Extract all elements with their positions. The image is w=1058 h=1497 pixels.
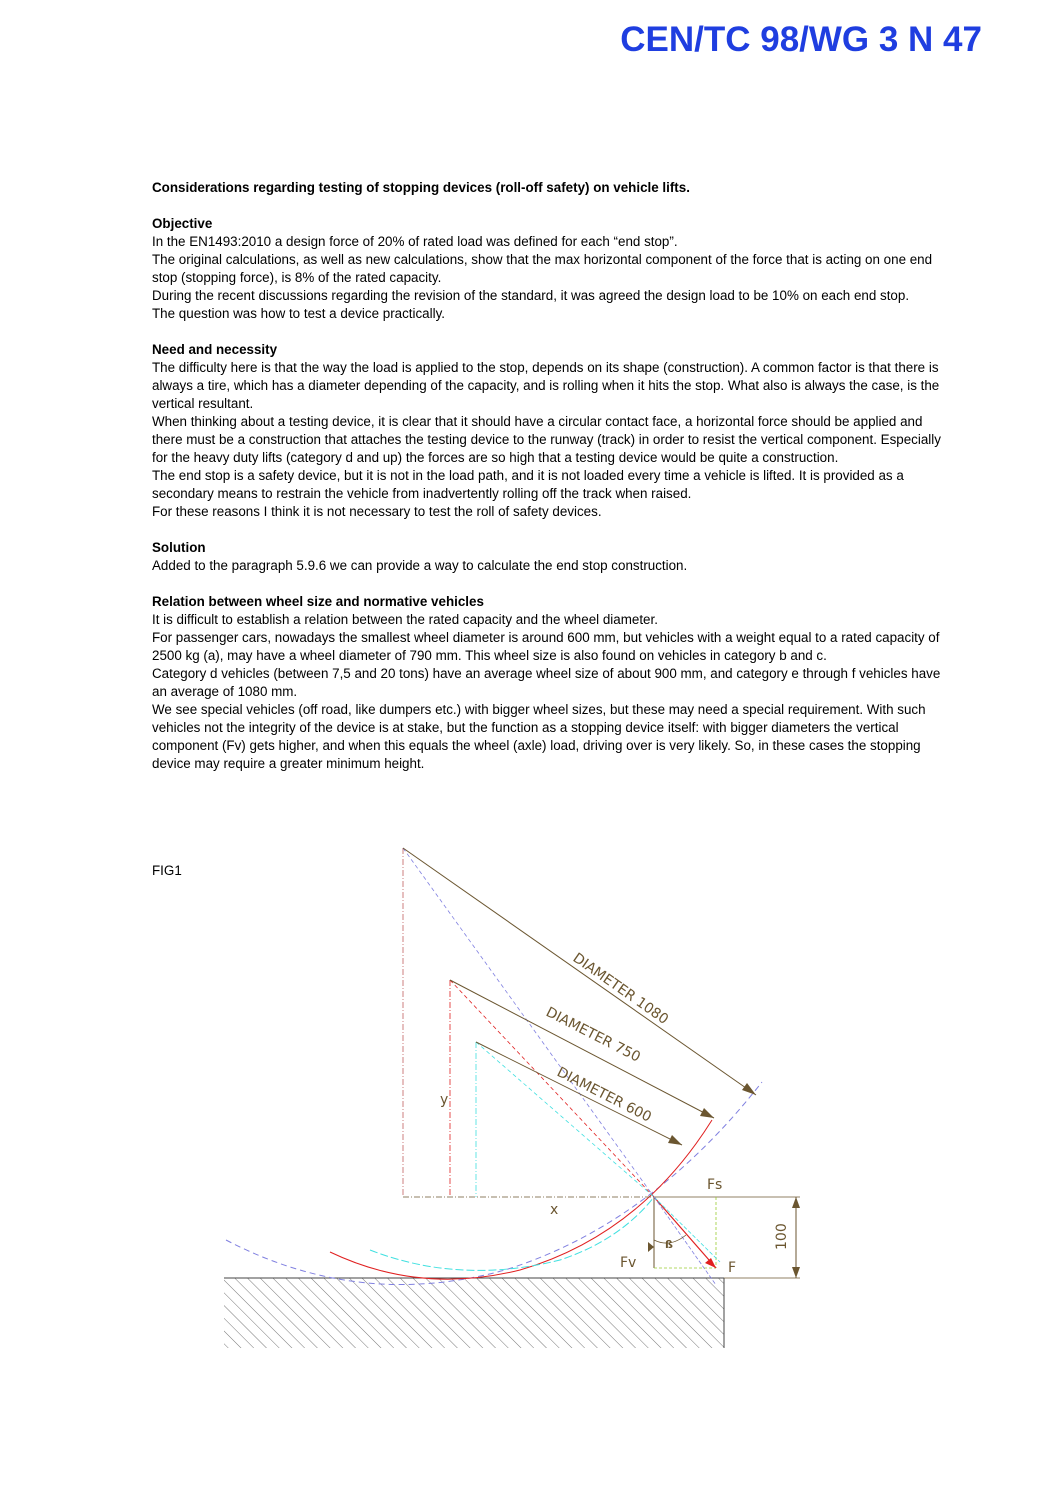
paragraph: The difficulty here is that the way the load is applied to the stop, depends on its shape (construction). A common factor is that there is always a tire, which has a diameter depending of the capacity, and is rolling when it hits the stop. What also is always the case, is the vertical resultant. <box>152 360 940 411</box>
label-y: y <box>440 1092 449 1108</box>
dimension-line-1080 <box>403 848 756 1095</box>
force-f-600 <box>654 1197 720 1262</box>
paragraph: Added to the paragraph 5.9.6 we can provide a way to calculate the end stop construction. <box>152 558 688 573</box>
paragraph: For passenger cars, nowadays the smallest wheel diameter is around 600 mm, but vehicles with a weight equal to a rated capacity of 2500 kg (a), may have a wheel diameter of 790 mm. This wheel size is also found on vehicles in category b and c. <box>152 630 940 663</box>
force-f-arrow <box>654 1197 716 1268</box>
paragraph: The original calculations, as well as new calculations, show that the max horizontal component of the force that is acting on one end stop (stopping force), is 8% of the rated capacity. <box>152 252 933 285</box>
paragraph: Category d vehicles (between 7,5 and 20 tons) have an average wheel size of about 900 mm, and category e through f vehicles have an average of 1080 mm. <box>152 666 941 699</box>
label-x: x <box>550 1202 559 1218</box>
label-diameter-750: DIAMETER 750 <box>543 1004 643 1066</box>
label-fs: Fs <box>707 1177 723 1193</box>
paragraph: We see special vehicles (off road, like dumpers etc.) with bigger wheel sizes, but these may need a special requirement. With such vehicles not the integrity of the device is at stake, but the function as a stopping device itself: with bigger diameters the vertical component (Fv) gets higher, and when this equals the wheel (axle) load, driving over is very likely. So, in these cases the stopping device may require a greater minimum height. <box>152 702 926 771</box>
radius-1080-diagonal <box>403 848 654 1197</box>
label-height: 100 <box>774 1223 790 1250</box>
force-f-1080 <box>654 1197 716 1285</box>
label-diameter-1080: DIAMETER 1080 <box>569 950 672 1028</box>
section-heading: Relation between wheel size and normative vehicles <box>152 594 484 609</box>
paragraph: For these reasons I think it is not necessary to test the roll of safety devices. <box>152 504 602 519</box>
wheel-arc-750 <box>330 1120 712 1279</box>
section-heading: Solution <box>152 540 206 555</box>
document-title: Considerations regarding testing of stopping devices (roll-off safety) on vehicle lifts. <box>152 180 690 195</box>
beta-arrow-left <box>648 1242 654 1252</box>
label-diameter-600: DIAMETER 600 <box>554 1064 654 1126</box>
document-id: CEN/TC 98/WG 3 N 47 <box>620 20 982 59</box>
height-arrow-bottom <box>792 1267 800 1278</box>
paragraph: It is difficult to establish a relation between the rated capacity and the wheel diameter. <box>152 612 658 627</box>
figure-label: FIG1 <box>152 863 182 878</box>
paragraph: In the EN1493:2010 a design force of 20% of rated load was defined for each “end stop”. <box>152 234 678 249</box>
paragraph: The question was how to test a device practically. <box>152 306 446 321</box>
paragraph: During the recent discussions regarding the revision of the standard, it was agreed the design load to be 10% on each end stop. <box>152 288 910 303</box>
wheel-arc-600 <box>370 1197 654 1270</box>
label-beta: ß <box>665 1238 673 1251</box>
arrow-head-600 <box>668 1135 682 1145</box>
wheel-arc-1080 <box>226 1082 762 1285</box>
arrow-head-750 <box>700 1108 714 1118</box>
force-f-arrowhead <box>705 1258 716 1268</box>
section-heading: Objective <box>152 216 213 231</box>
label-fv: Fv <box>620 1255 637 1271</box>
arrow-head-1080 <box>742 1083 756 1095</box>
paragraph: The end stop is a safety device, but it is not in the load path, and it is not loaded every time a vehicle is lifted. It is provided as a secondary means to restrain the vehicle from inadvertently rolling off the track when raised. <box>152 468 904 501</box>
section-heading: Need and necessity <box>152 342 278 357</box>
dimension-line-600 <box>476 1042 682 1145</box>
ground-hatch <box>224 1278 724 1348</box>
paragraph: When thinking about a testing device, it is clear that it should have a circular contact face, a horizontal force should be applied and there must be a construction that attaches the testing device to the runway (track) in order to resist the vertical component. Especially for the heavy duty lifts (category d and up) the forces are so high that a testing device would be quite a construction. <box>152 414 941 465</box>
label-f: F <box>728 1260 737 1276</box>
height-arrow-top <box>792 1197 800 1208</box>
